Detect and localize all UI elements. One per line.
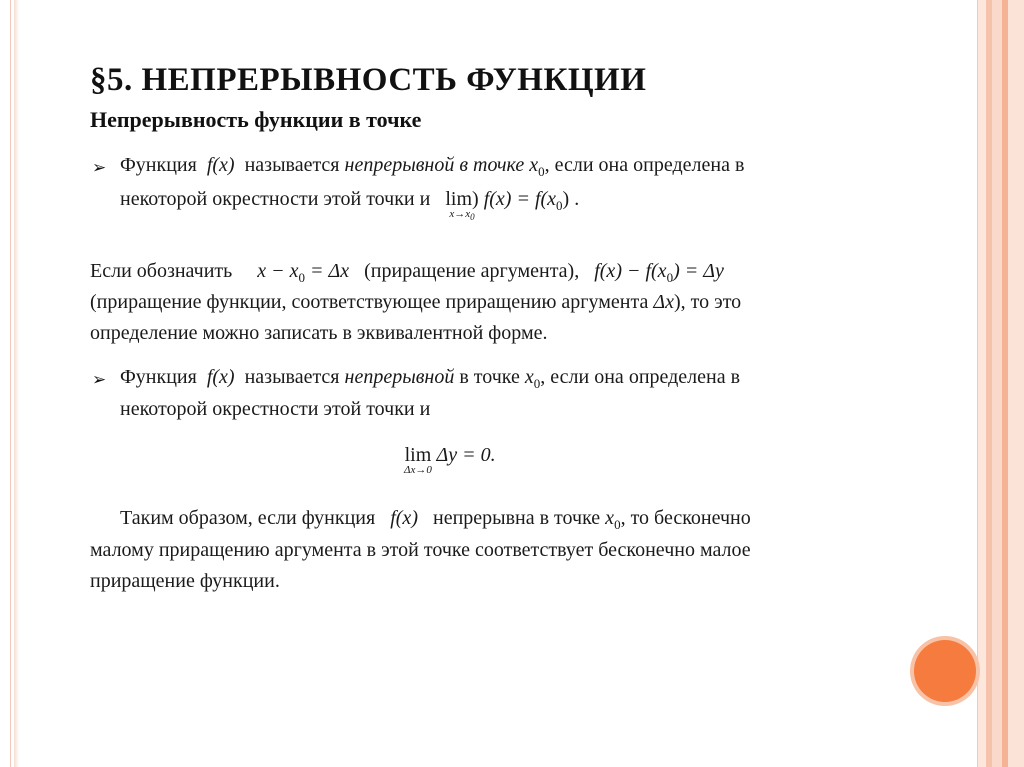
para-line2: (приращение функции, соответствующее приращению аргумента Δx), то это — [90, 291, 742, 313]
para-line1: Если обозначить $x - x_0 = \Delta x$ (приращение аргумента), $f(x) - f(x_0) = \Delta y$ — [90, 260, 724, 285]
arrow-bullet-icon: ➢ — [92, 158, 107, 177]
bullet2-line1: Функция f(x) называется непрерывной в точке $x_0$, если она определена в — [120, 366, 741, 391]
delta-x-formula: x − x — [257, 260, 299, 282]
conclusion-line2: малому приращению аргумента в этой точке соответствует бесконечно малое — [90, 539, 751, 561]
bullet1-line2: некоторой окрестности этой точки и lim) $x\to x_0$ $f(x) = f(x_0)$ . — [120, 188, 580, 223]
bullet1-line1: Функция f(x) называется непрерывной в точке $x_0$, если она определена в — [120, 154, 745, 179]
term-continuous-at-point: непрерывной в точке — [344, 154, 525, 176]
conclusion-line3: приращение функции. — [90, 570, 280, 592]
conclusion-line1: Таким образом, если функция f(x) непрерывна в точке $x_0$, то бесконечно — [120, 507, 751, 532]
slide-left-shadow — [14, 0, 19, 767]
fx-formula: f(x) — [206, 154, 235, 176]
delta-y-formula: f(x) − f(x — [594, 260, 667, 282]
decorative-circle — [914, 640, 976, 702]
slide-subtitle: Непрерывность функции в точке — [90, 107, 422, 132]
bullet2-line2: некоторой окрестности этой точки и — [120, 398, 431, 420]
para-line3: определение можно записать в эквивалентной форме. — [90, 322, 548, 344]
slide-title: §5. НЕПРЕРЫВНОСТЬ ФУНКЦИИ — [90, 62, 647, 98]
limit-expression: lim) $x\to x_0$ — [445, 188, 479, 223]
limit-formula: lim Δx→0 Δy = 0. — [404, 444, 496, 476]
term-continuous: непрерывной — [344, 366, 455, 388]
arrow-bullet-icon: ➢ — [92, 370, 107, 389]
decorative-stripes — [978, 0, 1024, 767]
